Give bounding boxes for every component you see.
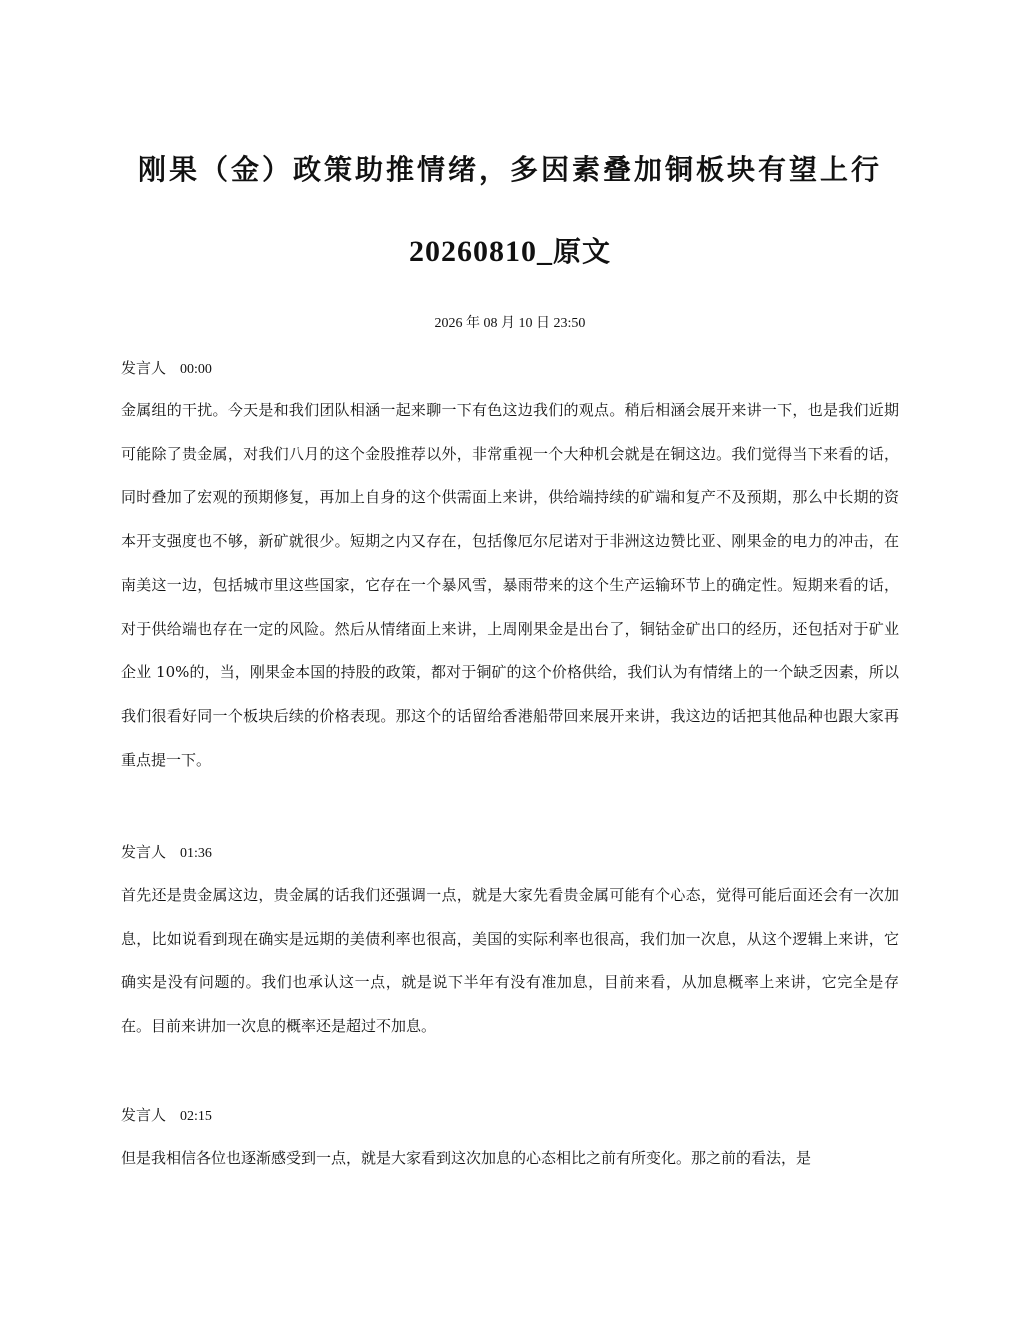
transcript-paragraph: 但是我相信各位也逐渐感受到一点，就是大家看到这次加息的心态相比之前有所变化。那之前的看法，是 xyxy=(121,1149,812,1167)
transcript-paragraph: 首先还是贵金属这边，贵金属的话我们还强调一点，就是大家先看贵金属可能有个心态，觉得可能后面还会有一次加息，比如说看到现在确实是远期的美债利率也很高，美国的实际利率也很高，我们加一次息，从这个逻辑上来讲，它确实是没有问题的。我们也承认这一点，就是说下半年有没有准加息，目前来看，从加息概率上来讲，它完全是存在。目前来讲加一次息的概率还是超过不加息。 xyxy=(121,886,899,1036)
speaker-header xyxy=(121,1104,212,1125)
document-title-number: 20260810_ xyxy=(408,235,553,268)
document-title-suffix: 原文 xyxy=(552,235,611,268)
speaker-timestamp: 02:15 xyxy=(180,1109,212,1124)
speaker-name: 发言人 xyxy=(121,843,167,861)
transcript-paragraph: 金属组的干扰。今天是和我们团队相涵一起来聊一下有色这边我们的观点。稍后相涵会展开来讲一下，也是我们近期可能除了贵金属，对我们八月的这个金股推荐以外，非常重视一个大种机会就是在铜这边。我们觉得当下来看的话，同时叠加了宏观的预期修复，再加上自身的这个供需面上来讲，供给端持续的矿端和复产不及预期，那么中长期的资本开支强度也不够，新矿就很少。短期之内又存在，包括像厄尔尼诺对于非洲这边赞比亚、刚果金的电力的冲击，在南美这一边，包括城市里这些国家，它存在一个暴风雪，暴雨带来的这个生产运输环节上的确定性。短期来看的话，对于供给端也存在一定的风险。然后从情绪面上来讲，上周刚果金是出台了，铜钴金矿出口的经历，还包括对于矿业企业 10%的，当，刚果金本国的持股的政策，都对于铜矿的这个价格供给，我们认为有情绪上的一个缺乏因素，所以我们很看好同一个板块后续的价格表现。那这个的话留给香港船带回来展开来讲，我这边的话把其他品种也跟大家再重点提一下。 xyxy=(121,401,899,769)
speaker-name: 发言人 xyxy=(121,1106,167,1124)
speaker-timestamp: 00:00 xyxy=(180,362,212,377)
document-title-line1: 刚果（金）政策助推情绪，多因素叠加铜板块有望上行 xyxy=(137,153,882,186)
speaker-header xyxy=(121,357,212,378)
speaker-timestamp: 01:36 xyxy=(180,846,212,861)
document-date: 2026 年 08 月 10 日 23:50 xyxy=(434,316,586,331)
speaker-name: 发言人 xyxy=(121,359,167,377)
speaker-header xyxy=(121,841,212,862)
document-title-line2 xyxy=(100,230,920,270)
